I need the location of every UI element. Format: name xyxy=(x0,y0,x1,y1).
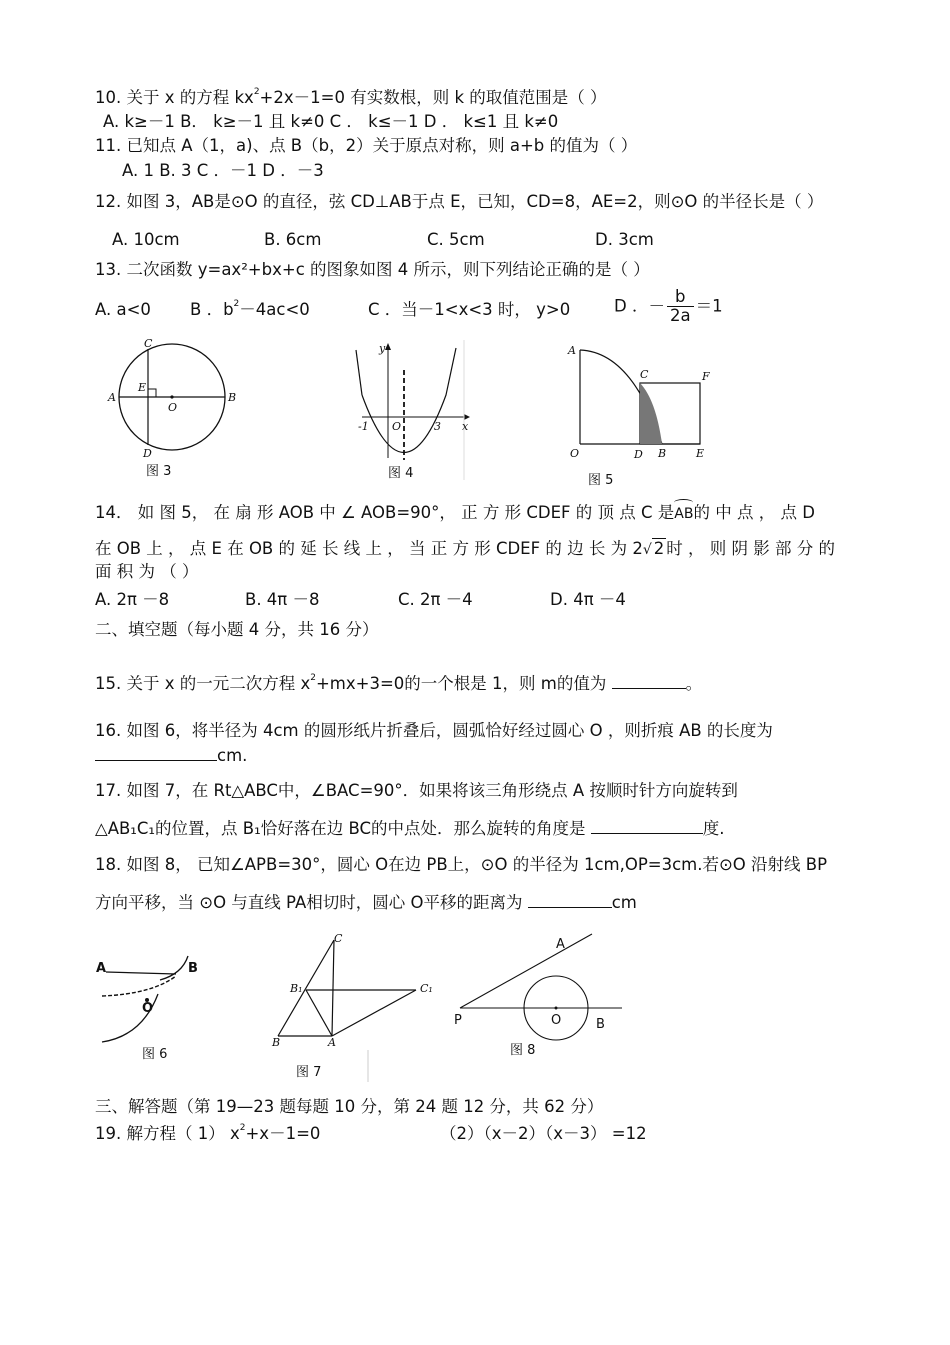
q19-part1: 19. 解方程（ 1） $x^2+x-1=0$ xyxy=(95,1123,321,1143)
fig3-label-c: C xyxy=(144,337,153,350)
figure-8 xyxy=(450,930,640,1060)
q17-line2: △AB₁C₁的位置，点 B₁恰好落在边 BC的中点处．那么旋转的角度是 度. xyxy=(95,819,725,838)
fig4-label-y: y xyxy=(379,342,386,355)
fig7-label-c: C xyxy=(334,932,343,945)
q18-line1: 18. 如图 8， 已知∠APB=30°，圆心 O在边 PB上，⊙O 的半径为 1cm,OP=3cm.若⊙O 沿射线 BP xyxy=(95,855,828,874)
q18-line2: 方向平移，当 ⊙O 与直线 PA相切时，圆心 O平移的距离为 cm xyxy=(95,893,637,912)
fig4-label-x: x xyxy=(462,420,469,433)
q14-option-c: C. 2π －4 xyxy=(398,590,473,609)
fig7-label-c1: C₁ xyxy=(420,982,433,995)
fig7-label-a: A xyxy=(328,1036,336,1049)
q14-option-d: D. 4π －4 xyxy=(550,590,626,609)
fig5-caption: 图 5 xyxy=(588,473,614,488)
figure-6 xyxy=(92,948,222,1068)
q11-stem: 11. 已知点 A（1，a)、点 B（b，2）关于原点对称，则 a+b 的值为（ ） xyxy=(95,136,638,155)
figure-7 xyxy=(268,932,433,1082)
q17-line1: 17. 如图 7，在 Rt△ABC中，∠BAC=90°．如果将该三角形绕点 A 按顺时针方向旋转到 xyxy=(95,781,738,800)
q18-answer-blank[interactable] xyxy=(528,891,612,908)
fig4-caption: 图 4 xyxy=(388,466,414,481)
figure-3 xyxy=(100,335,240,480)
q12-option-b: B. 6cm xyxy=(264,230,322,249)
fig6-label-b: B xyxy=(188,961,198,976)
fig8-label-o: O xyxy=(551,1013,562,1028)
q14-arc-ab: AB xyxy=(674,503,693,525)
q13-option-d: D ．－ $\frac{b}{2a}$ ＝1 xyxy=(614,287,723,325)
q13-option-a: A. a<0 xyxy=(95,300,151,319)
q13-option-c: C ．当－1<x<3 时， y>0 xyxy=(368,300,571,319)
q12-option-d: D. 3cm xyxy=(595,230,654,249)
fig3-label-d: D xyxy=(143,447,152,460)
q12-option-c: C. 5cm xyxy=(427,230,485,249)
fig3-caption: 图 3 xyxy=(146,464,172,479)
q14-option-b: B. 4π －8 xyxy=(245,590,320,609)
fig8-label-p: P xyxy=(454,1013,462,1028)
q11-options: A. 1 B. 3 C ．－1 D ．－3 xyxy=(122,161,324,180)
fig5-label-c: C xyxy=(640,368,649,381)
q15-stem: 15. 关于 x 的一元二次方程 $x^2+mx+3=0$的一个根是 1，则 m的值为 。 xyxy=(95,673,703,693)
q15-answer-blank[interactable] xyxy=(612,672,686,689)
fig8-label-b: B xyxy=(596,1017,605,1032)
q12-stem: 12. 如图 3，AB是⊙O 的直径，弦 CD⊥AB于点 E，已知，CD=8，AE=2，则⊙O 的半径长是（ ） xyxy=(95,192,824,211)
figure-5 xyxy=(566,340,716,490)
q14-sqrt: 2 xyxy=(653,539,665,558)
fig5-label-d: D xyxy=(634,448,643,461)
fig5-label-a: A xyxy=(568,344,576,357)
q14-line1: 14． 如 图 5， 在 扇 形 AOB 中 ∠ AOB=90°， 正 方 形 CDEF 的 顶 点 C 是AB的 中 点 ， 点 D xyxy=(95,502,815,525)
fig5-label-e: E xyxy=(696,447,705,460)
fig5-label-b: B xyxy=(658,447,667,460)
section-2-heading: 二、填空题（每小题 4 分，共 16 分） xyxy=(95,620,379,639)
fig3-label-b: B xyxy=(228,391,237,404)
fig8-label-a: A xyxy=(556,937,565,952)
fig6-caption: 图 6 xyxy=(142,1047,168,1062)
fig3-label-o: O xyxy=(168,401,178,414)
q16-line1: 16. 如图 6，将半径为 4cm 的圆形纸片折叠后，圆弧恰好经过圆心 O ，则折痕 AB 的长度为 xyxy=(95,721,773,740)
q17-answer-blank[interactable] xyxy=(591,817,703,834)
fig4-label-neg1: -1 xyxy=(358,420,369,433)
q13-stem: 13. 二次函数 y=ax²+bx+c 的图象如图 4 所示，则下列结论正确的是（ ） xyxy=(95,260,650,279)
section-3-heading: 三、解答题（第 19—23 题每题 10 分，第 24 题 12 分，共 62 分） xyxy=(95,1097,604,1116)
q14-line3: 面 积 为 （ ） xyxy=(95,562,199,581)
q13-fraction: $\frac{b}{2a}$ xyxy=(667,288,694,325)
q13-option-b: B ．$b^2-4ac<0$ xyxy=(190,299,310,319)
fig6-label-o: O xyxy=(142,1001,154,1016)
q14-option-a: A. 2π －8 xyxy=(95,590,170,609)
fig5-label-f: F xyxy=(702,370,710,383)
fig4-label-3: 3 xyxy=(434,420,441,433)
q14-line2: 在 OB 上 ， 点 E 在 OB 的 延 长 线 上 ， 当 正 方 形 CDEF 的 边 长 为 2√ 2 时 ， 则 阴 影 部 分 的 xyxy=(95,539,835,558)
fig4-label-o: O xyxy=(392,420,402,433)
q10-stem: 10. 关于 x 的方程 $kx^2+2x-1=0$ 有实数根，则 k 的取值范围是（ ） xyxy=(95,87,607,107)
fig5-label-o: O xyxy=(570,447,580,460)
fig3-label-a: A xyxy=(108,391,116,404)
fig7-caption: 图 7 xyxy=(296,1065,322,1080)
fig7-label-b1: B₁ xyxy=(290,982,303,995)
fig3-label-e: E xyxy=(138,381,147,394)
fig6-label-a: A xyxy=(96,961,107,976)
figure-4 xyxy=(352,340,477,485)
q10-options: A. k≥－1 B． k≥－1 且 k≠0 C ． k≤－1 D ． k≤1 且 k≠0 xyxy=(103,112,559,131)
fig7-label-b: B xyxy=(272,1036,281,1049)
fig8-caption: 图 8 xyxy=(510,1043,536,1058)
q19-part2: （2）（x－2）（x－3） =12 xyxy=(440,1124,647,1143)
q16-answer-blank[interactable] xyxy=(95,744,217,761)
q12-option-a: A. 10cm xyxy=(112,230,180,249)
q16-line2: cm. xyxy=(95,744,247,767)
